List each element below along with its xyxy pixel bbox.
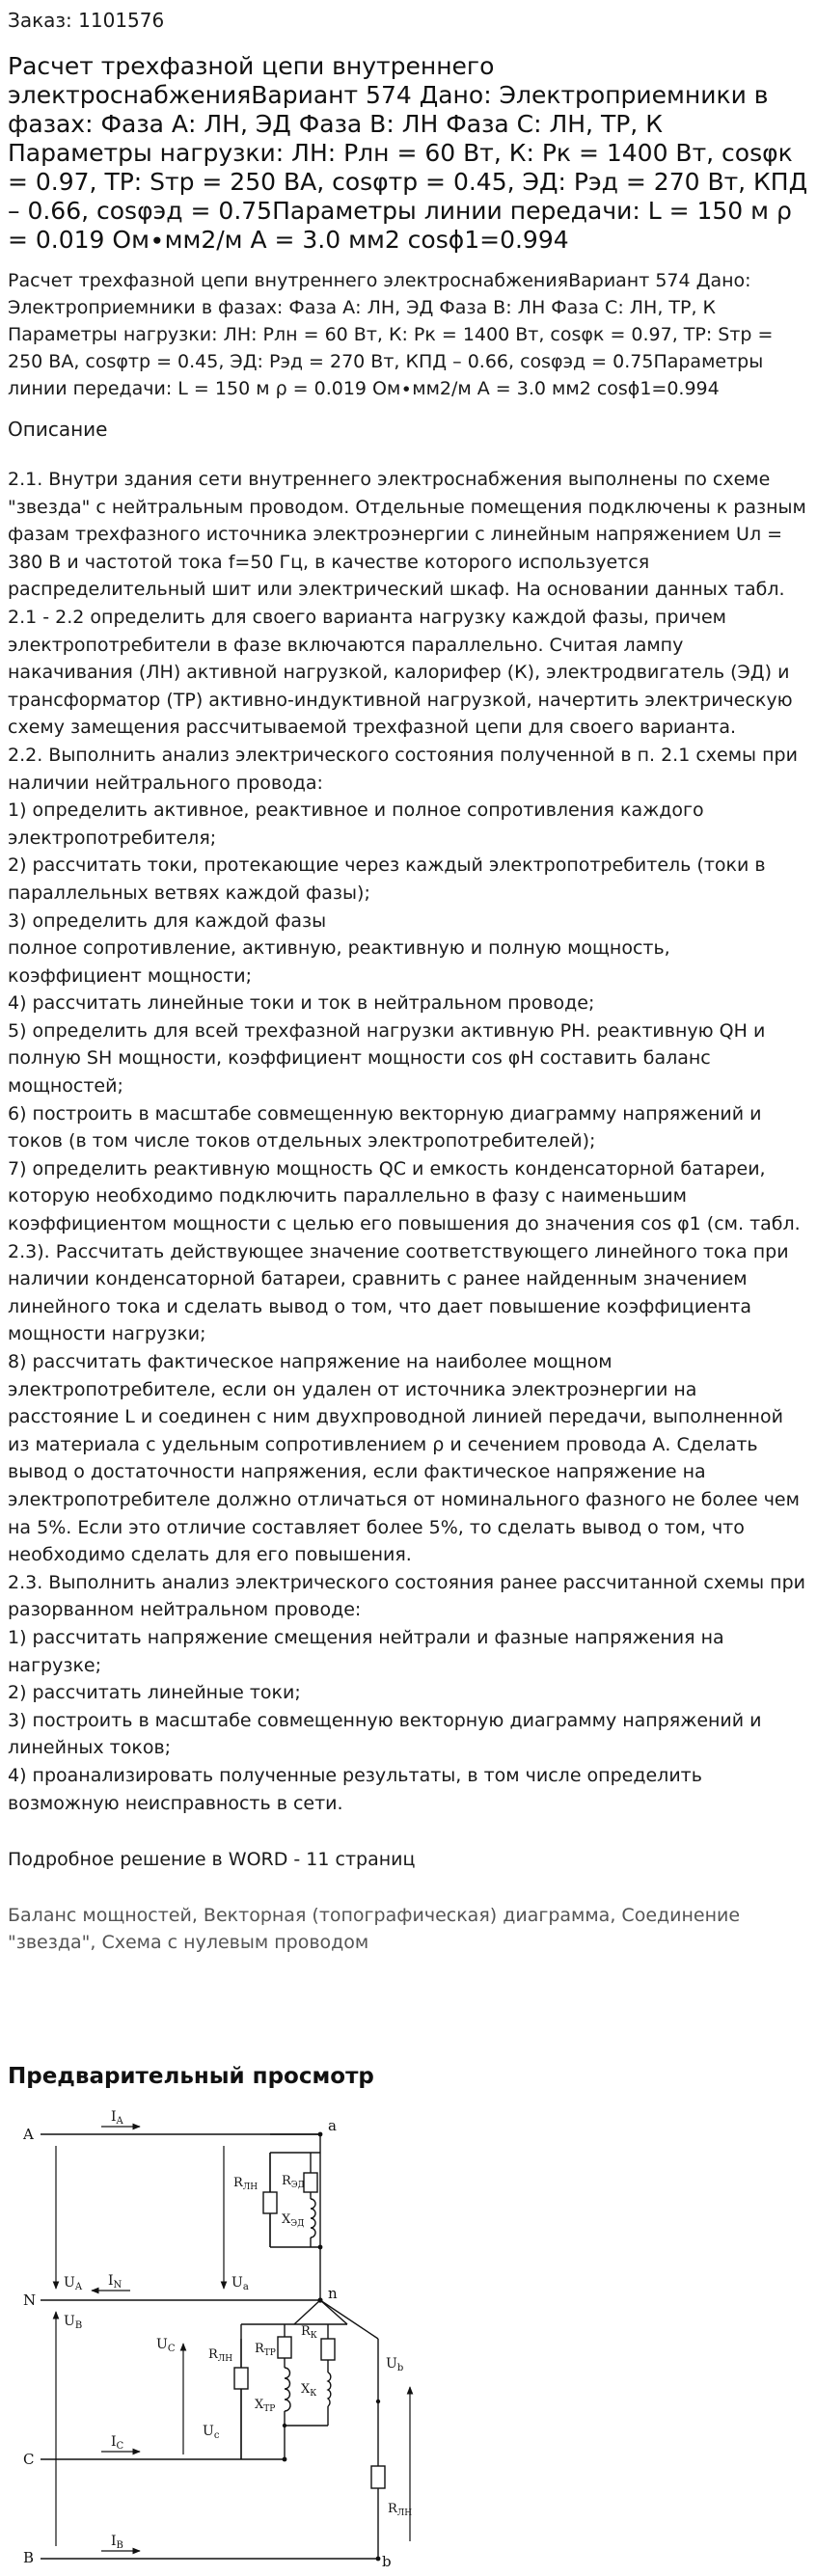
node-lower-a-label: a	[328, 2117, 337, 2134]
tag-link[interactable]: Соединение "звезда"	[8, 1905, 741, 1954]
svg-text:UB	[64, 2314, 82, 2331]
node-lower-n-label: n	[328, 2285, 338, 2302]
svg-text:IB	[111, 2534, 123, 2551]
word-note: Подробное решение в WORD - 11 страниц	[8, 1849, 416, 1871]
svg-text:RТР	[255, 2342, 276, 2358]
voltage-ub-label: U	[64, 2314, 75, 2329]
r-k-sub: К	[310, 2331, 317, 2341]
current-in-sub: N	[113, 2280, 123, 2291]
tag-list	[8, 1902, 808, 1956]
voltage-uc-label: U	[156, 2337, 168, 2352]
r-tr-label: R	[255, 2342, 264, 2356]
tag-link[interactable]: Баланс мощностей	[8, 1905, 192, 1927]
voltage-lower-ua-sub: a	[242, 2282, 249, 2292]
page-subtitle: Расчет трехфазной цепи внутреннего электроснабженияВариант 574 Дано: Электроприемники в фазах: Фаза А: ЛН, ЭД Фаза В: ЛН Фаза С: ЛН, ТР, К Параметры нагрузки: ЛН: Pлн = 60 Вт, К: Pк = 1400 Вт, cosφк = 0.97, ТР: Sтр = 250 ВА, cosφтр = 0.45, ЭД: Pэд = 270 Вт, КПД – 0.66, cosφэд = 0.75Параметры линии передачи: L = 150 м ρ = 0.019 Ом∙мм2/м A = 3.0 мм2 cosϕ1=0.994	[8, 270, 774, 399]
svg-text:RЭД	[282, 2174, 305, 2190]
tag-link[interactable]: Векторная (топографическая) диаграмма	[203, 1905, 611, 1927]
x-ed-sub: ЭД	[290, 2219, 305, 2229]
schematic-labels	[22, 2117, 392, 2570]
arrows	[56, 2127, 410, 2551]
r-ln-a-label: R	[233, 2176, 243, 2190]
voltage-lower-uc-sub: c	[213, 2430, 220, 2441]
svg-text:UC	[156, 2337, 176, 2354]
x-tr-sub: ТР	[263, 2404, 276, 2414]
r-ln-c-sub: ЛН	[217, 2354, 233, 2364]
svg-text:IC	[111, 2434, 124, 2452]
node-n-label: N	[23, 2291, 37, 2309]
voltage-lower-ub-label: U	[386, 2356, 397, 2372]
current-ic-label: I	[111, 2434, 117, 2450]
current-ic-sub: C	[116, 2441, 124, 2452]
svg-text:XТР	[255, 2398, 275, 2414]
node-a-label: A	[23, 2126, 34, 2143]
r-ln-b-sub: ЛН	[396, 2508, 413, 2518]
voltage-uc-sub: C	[167, 2344, 176, 2354]
x-ed-label: X	[282, 2212, 291, 2227]
x-tr-label: X	[255, 2398, 264, 2412]
r-k-label: R	[301, 2324, 311, 2339]
r-ln-b-label: R	[388, 2502, 397, 2516]
x-k-sub: К	[310, 2389, 317, 2399]
voltage-lower-ub-sub: b	[396, 2363, 404, 2373]
current-ia-sub: A	[116, 2116, 123, 2127]
current-ib-label: I	[111, 2534, 117, 2549]
r-ed-label: R	[282, 2174, 291, 2188]
node-c-label: C	[23, 2451, 35, 2468]
x-k-label: X	[301, 2382, 311, 2397]
tag-separator: ,	[610, 1905, 622, 1927]
r-ln-a-sub: ЛН	[242, 2183, 259, 2192]
svg-text:Ua	[231, 2275, 249, 2292]
svg-text:Uc	[203, 2424, 220, 2441]
voltage-ub-sub: B	[74, 2320, 83, 2331]
page-title: Расчет трехфазной цепи внутреннего электроснабженияВариант 574 Дано: Электроприемники в фазах: Фаза А: ЛН, ЭД Фаза В: ЛН Фаза С: ЛН, ТР, К Параметры нагрузки: ЛН: Pлн = 60 Вт, К: Pк = 1400 Вт, cosφк = 0.97, ТР: Sтр = 250 ВА, cosφтр = 0.45, ЭД: Pэд = 270 Вт, КПД – 0.66, cosφэд = 0.75Параметры линии передачи: L = 150 м ρ = 0.019 Ом∙мм2/м A = 3.0 мм2 cosϕ1=0.994	[8, 52, 808, 254]
tag-link[interactable]: Схема с нулевым проводом	[101, 1932, 369, 1954]
svg-text:IA	[111, 2109, 124, 2127]
tag-separator: ,	[90, 1932, 102, 1954]
svg-text:XЭД	[282, 2212, 304, 2229]
svg-text:RЛН	[388, 2502, 412, 2518]
voltage-lower-ua-label: U	[231, 2275, 243, 2291]
page-content	[8, 0, 808, 1956]
r-ed-sub: ЭД	[290, 2181, 305, 2190]
svg-text:IN	[108, 2273, 123, 2291]
svg-text:RК	[301, 2324, 317, 2341]
svg-text:UA	[64, 2275, 83, 2292]
tag-separator: ,	[191, 1905, 204, 1927]
svg-text:RЛН	[208, 2347, 232, 2364]
r-tr-sub: ТР	[263, 2348, 276, 2358]
current-ib-sub: B	[116, 2540, 123, 2551]
inductors	[285, 2199, 331, 2411]
current-in-label: I	[108, 2273, 114, 2289]
voltage-ua-sub: A	[74, 2282, 83, 2292]
current-labels	[108, 2109, 124, 2551]
node-b-label: B	[23, 2549, 35, 2566]
circuit-schematic	[19, 2107, 424, 2570]
description-text: 2.1. Внутри здания сети внутреннего электроснабжения выполнены по схеме "звезда" с нейтральным проводом. Отдельные помещения подключены к разным фазам трехфазного источника электроэнергии с линейным напряжением Uл = 380 В и частотой тока f=50 Гц, в качестве которого используется распределительный шит или электрический шкаф. На основании данных табл. 2.1 - 2.2 определить для своего варианта нагрузку каждой фазы, причем электропотребители в фазе включаются параллельно. Считая лампу накачивания (ЛН) активной нагрузкой, калорифер (К), электродвигатель (ЭД) и трансформатор (ТР) активно-индуктивной нагрузкой, начертить электрическую схему замещения рассчитываемой трехфазной цепи для своего варианта. 2.2. Выполнить анализ электрического состояния полученной в п. 2.1 схемы при наличии нейтрального провода: 1) определить активное, реактивное и полное сопротивления каждого электропотребителя; 2) рассчитать токи, протекающие через каждый электропотребитель (токи в параллельных ветвях каждой фазы); 3) определить для каждой фазы полное сопротивление, активную, реактивную и полную мощность, коэффициент мощности; 4) рассчитать линейные токи и ток в нейтральном проводе; 5) определить для всей трехфазной нагрузки активную PН. реактивную QН и полную SН мощности, коэффициент мощности cos φН составить баланс мощностей; 6) построить в масштабе совмещенную векторную диаграмму напряжений и токов (в том числе токов отдельных электропотребителей); 7) определить реактивную мощность QС и емкость конденсаторной батареи, которую необходимо подключить параллельно в фазу с наименьшим коэффициентом мощности с целью его повышения до значения cos φ1 (см. табл. 2.3). Рассчитать действующее значение соответствующего линейного тока при наличии конденсаторной батареи, сравнить с ранее найденным значением линейного тока и сделать вывод о том, что дает повышение коэффициента мощности нагрузки; 8) рассчитать фактическое напряжение на наиболее мощном электропотребителе, если он удален от источника электроэнергии на расстояние L и соединен с ним двухпроводной линией передачи, выполненной из материала с удельным сопротивлением ρ и сечением провода А. Сделать вывод о достаточности напряжения, если фактическое напряжение на электропотребителе должно отличаться от номинального фазного не более чем на 5%. Если это отличие составляет более 5%, то сделать вывод о том, что необходимо сделать для его повышения. 2.3. Выполнить анализ электрического состояния ранее рассчитанной схемы при разорванном нейтральном проводе: 1) рассчитать напряжение смещения нейтрали и фазные напряжения на нагрузке; 2) рассчитать линейные токи; 3) построить в масштабе совмещенную векторную диаграмму напряжений и линейных токов; 4) проанализировать полученные результаты, в том числе определить возможную неисправность в сети.	[8, 469, 806, 1814]
order-number: Заказ: 1101576	[8, 9, 165, 32]
svg-text:RЛН	[233, 2176, 258, 2192]
voltage-ua-label: U	[64, 2275, 75, 2291]
node-lower-b-label: b	[382, 2553, 392, 2570]
current-ia-label: I	[111, 2109, 117, 2125]
svg-text:XК	[301, 2382, 316, 2399]
preview-title: Предварительный просмотр	[8, 2064, 374, 2089]
voltage-lower-uc-label: U	[203, 2424, 214, 2439]
r-ln-c-label: R	[208, 2347, 218, 2362]
svg-text:Ub	[386, 2356, 403, 2373]
description-label: Описание	[8, 418, 108, 441]
